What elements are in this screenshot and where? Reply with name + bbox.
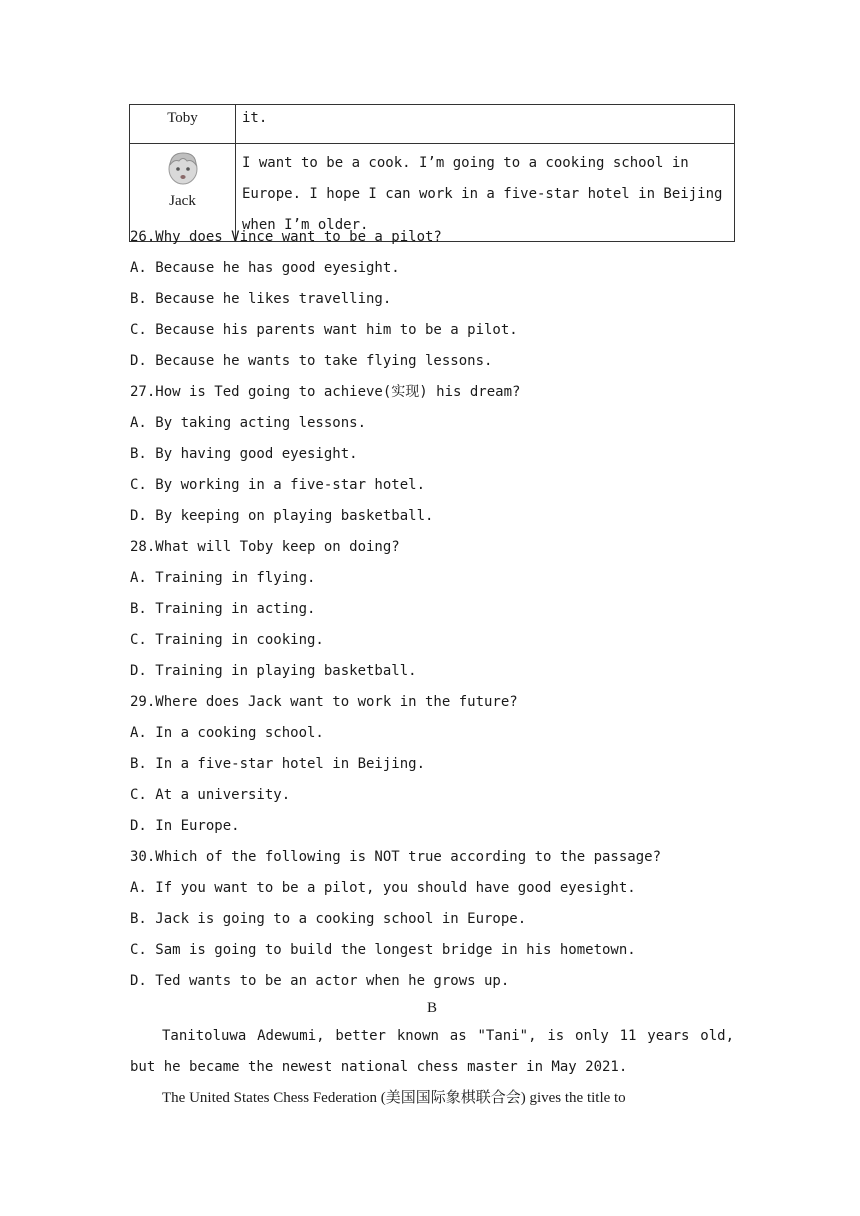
question-block [130,842,736,997]
question-text: 26.Why does Vince want to be a pilot? [130,229,442,245]
question-block [130,687,736,842]
table-row [130,105,735,144]
option-c: C. By working in a five-star hotel. [130,477,426,493]
option-c: C. At a university. [130,787,291,803]
option-d: D. Ted wants to be an actor when he grows up. [130,973,510,989]
option-c: C. Sam is going to build the longest bridge in his hometown. [130,942,636,958]
avatar [131,145,234,191]
question-text: 27.How is Ted going to achieve(实现) his dream? [130,384,521,400]
option-a: A. In a cooking school. [130,725,324,741]
option-b: B. By having good eyesight. [130,446,358,462]
option-b: B. In a five-star hotel in Beijing. [130,756,426,772]
person-name: Toby [167,110,198,126]
option-c: C. Training in cooking. [130,632,324,648]
passage-paragraph: Tanitoluwa Adewumi, better known as "Tani", is only 11 years old, but he became the newest national chess master in May 2021. [130,1028,734,1075]
option-b: B. Jack is going to a cooking school in Europe. [130,911,527,927]
question-block [130,532,736,687]
questions-section [130,222,736,997]
option-c: C. Because his parents want him to be a pilot. [130,322,518,338]
option-a: A. By taking acting lessons. [130,415,367,431]
question-text: 30.Which of the following is NOT true according to the passage? [130,849,662,865]
statement-text: it. [242,110,268,126]
question-block [130,377,736,532]
option-d: D. Because he wants to take flying lessons. [130,353,493,369]
question-text: 28.What will Toby keep on doing? [130,539,400,555]
person-name: Jack [169,193,196,209]
option-a: A. Training in flying. [130,570,316,586]
question-text: 29.Where does Jack want to work in the future? [130,694,518,710]
statement-text: I want to be a cook. I’m going to a cooking school in Europe. I hope I can work in a five-star hotel in Beijing when I’m older. [242,155,723,233]
option-d: D. Training in playing basketball. [130,663,417,679]
option-b: B. Training in acting. [130,601,316,617]
name-cell [130,105,236,144]
option-d: D. In Europe. [130,818,240,834]
option-b: B. Because he likes travelling. [130,291,392,307]
passage-paragraph: The United States Chess Federation (美国国际象棋联合会) gives the title to [162,1090,626,1106]
option-a: A. If you want to be a pilot, you should have good eyesight. [130,880,636,896]
statement-cell [236,105,735,144]
option-d: D. By keeping on playing basketball. [130,508,434,524]
boy-face-icon [165,149,201,187]
section-heading: B [426,1000,437,1016]
option-a: A. Because he has good eyesight. [130,260,400,276]
question-block [130,222,736,377]
